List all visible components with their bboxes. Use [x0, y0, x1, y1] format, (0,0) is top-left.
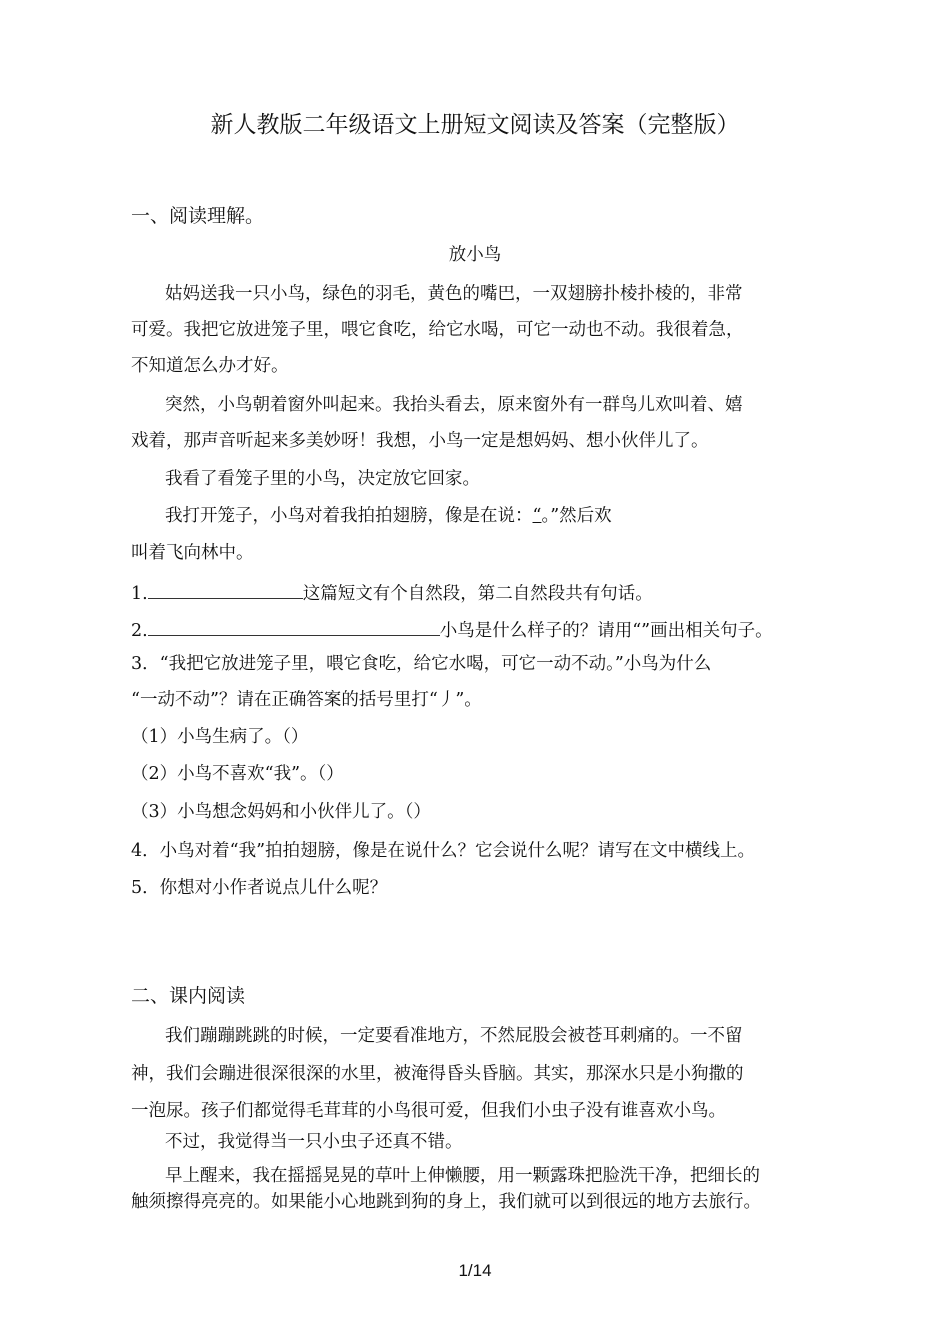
- question-number: 2.: [131, 621, 148, 641]
- paragraph-line: 我们蹦蹦跳跳的时候，一定要看准地方，不然屁股会被苍耳刺痛的。一不留: [165, 1026, 743, 1046]
- paragraph-line: 触须擦得亮亮的。如果能小心地跳到狗的身上，我们就可以到很远的地方去旅行。: [131, 1192, 761, 1212]
- question-5: 5．你想对小作者说点儿什么呢？: [131, 878, 388, 898]
- question-1: [131, 584, 653, 604]
- question-3-continued: “一动不动”？请在正确答案的括号里打“丿”。: [131, 690, 482, 710]
- paragraph-line: 叫着飞向林中。: [131, 543, 254, 563]
- line-text: 。”然后欢: [541, 506, 612, 526]
- question-2: [131, 621, 773, 641]
- section-2-heading: 二、课内阅读: [131, 985, 246, 1007]
- paragraph-line: 我看了看笼子里的小鸟，决定放它回家。: [165, 469, 480, 489]
- question-3: 3．“我把它放进笼子里，喂它食吃，给它水喝，可它一动不动。”小鸟为什么: [131, 654, 712, 674]
- paragraph-line: 姑妈送我一只小鸟，绿色的羽毛，黄色的嘴巴，一双翅膀扑棱扑棱的，非常: [165, 284, 743, 304]
- option-1: （1）小鸟生病了。（）: [131, 727, 309, 747]
- story-title: 放小鸟: [448, 245, 502, 265]
- question-text: 这篇短文有个自然段，第二自然段共有句话。: [302, 584, 653, 604]
- option-3: （3）小鸟想念妈妈和小伙伴儿了。（）: [131, 802, 431, 822]
- question-number: 1.: [131, 584, 148, 604]
- paragraph-line: 不知道怎么办才好。: [131, 356, 289, 376]
- question-text: 小鸟是什么样子的？请用“”画出相关句子。: [439, 621, 773, 641]
- paragraph-line: 突然，小鸟朝着窗外叫起来。我抬头看去，原来窗外有一群鸟儿欢叫着、嬉: [165, 395, 743, 415]
- paragraph-line: 戏着，那声音听起来多美妙呀！我想，小鸟一定是想妈妈、想小伙伴儿了。: [131, 431, 709, 451]
- line-text: 我打开笼子，小鸟对着我拍拍翅膀，像是在说：: [165, 506, 533, 526]
- page-number: 1/14: [458, 1261, 492, 1280]
- paragraph-line: 不过，我觉得当一只小虫子还真不错。: [165, 1132, 463, 1152]
- paragraph-line: 神，我们会蹦进很深很深的水里，被淹得昏头昏脑。其实，那深水只是小狗撒的: [131, 1064, 744, 1084]
- answer-blank: [148, 584, 303, 599]
- quote-blank: “: [532, 506, 542, 526]
- paragraph-line: 可爱。我把它放进笼子里，喂它食吃，给它水喝，可它一动也不动。我很着急，: [131, 320, 744, 340]
- option-2: （2）小鸟不喜欢“我”。（）: [131, 764, 344, 784]
- paragraph-line: 一泡尿。孩子们都觉得毛茸茸的小鸟很可爱，但我们小虫子没有谁喜欢小鸟。: [131, 1101, 726, 1121]
- section-1-heading: 一、阅读理解。: [131, 205, 265, 227]
- document-title: 新人教版二年级语文上册短文阅读及答案（完整版）: [210, 112, 740, 138]
- answer-blank: [148, 621, 440, 636]
- paragraph-line: 早上醒来，我在摇摇晃晃的草叶上伸懒腰，用一颗露珠把脸洗干净，把细长的: [165, 1166, 760, 1186]
- paragraph-line: [165, 508, 612, 526]
- question-4: 4．小鸟对着“我”拍拍翅膀，像是在说什么？它会说什么呢？请写在文中横线上。: [131, 841, 756, 861]
